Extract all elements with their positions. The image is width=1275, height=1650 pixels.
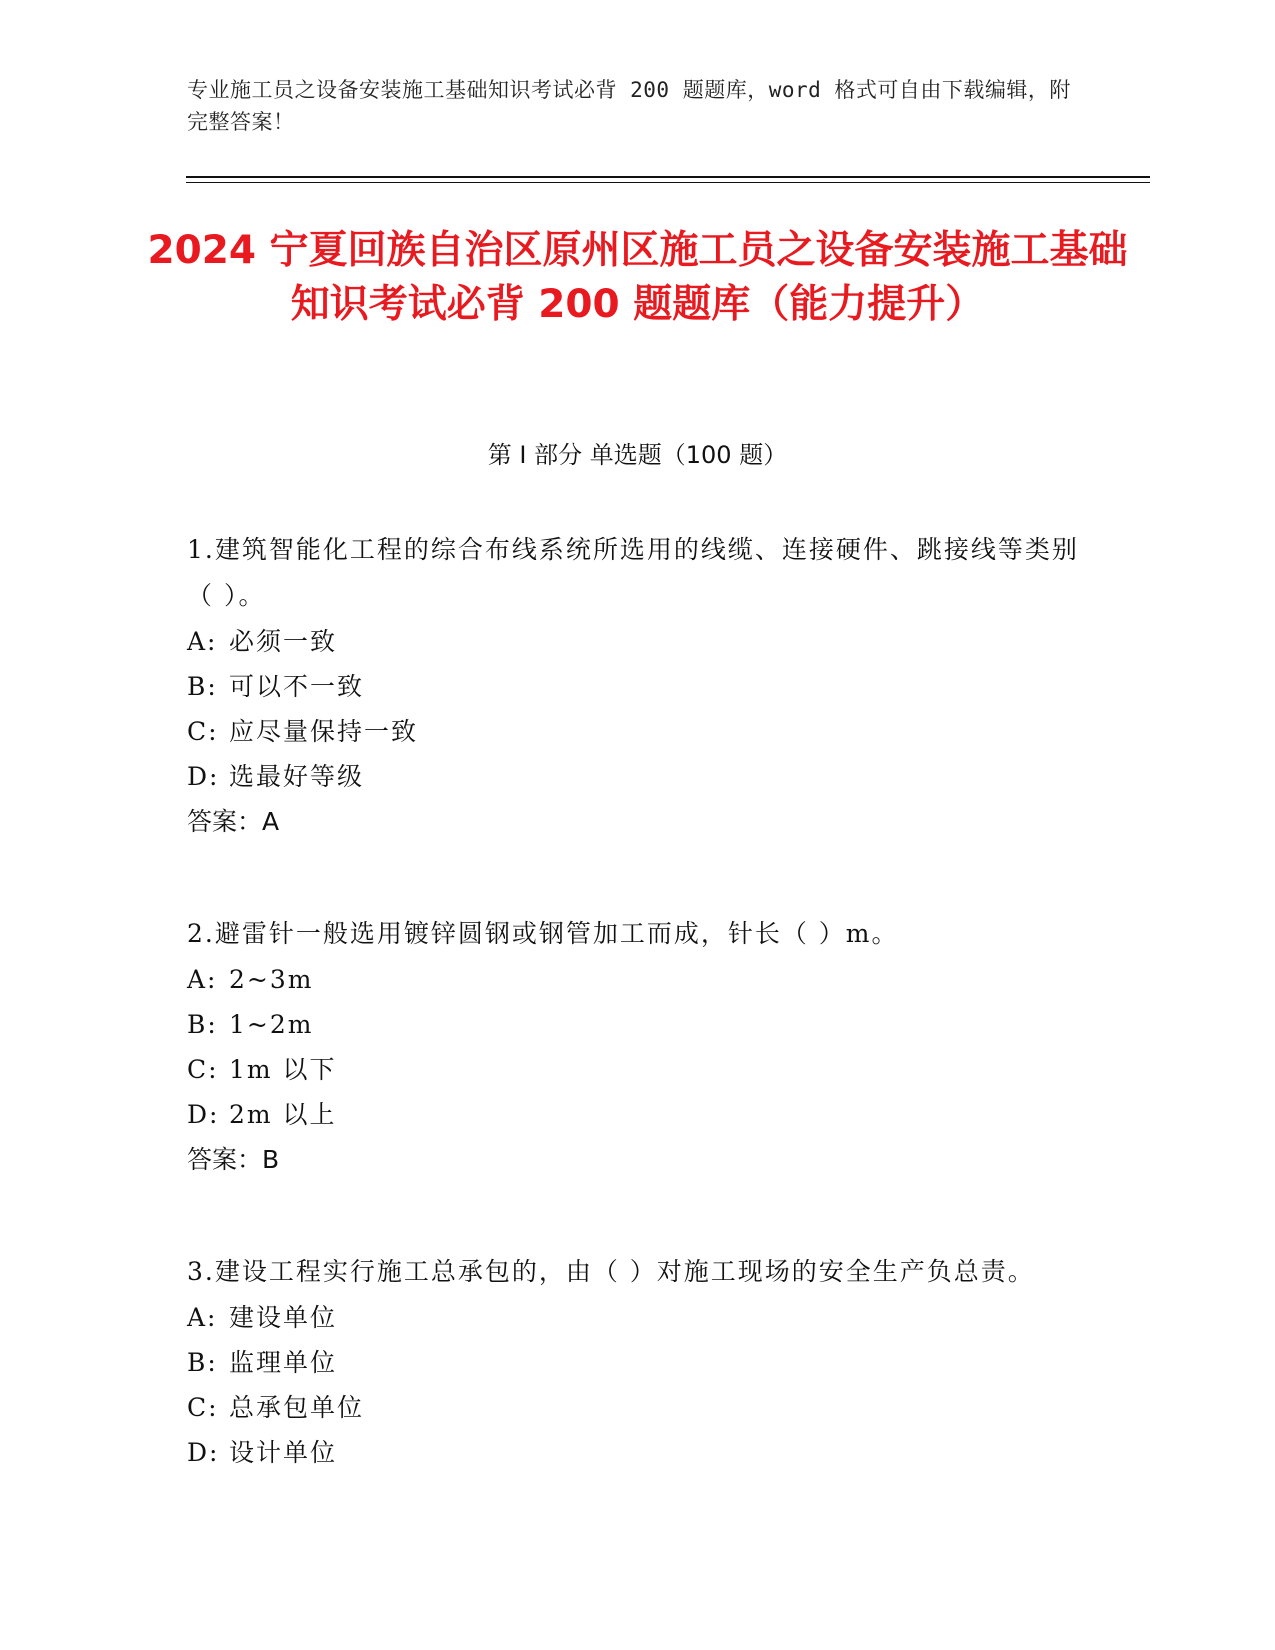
header-divider-thick	[186, 176, 1150, 178]
option-text: 可以不一致	[229, 672, 365, 701]
option-letter: D:	[187, 762, 220, 791]
option-text: 应尽量保持一致	[229, 717, 419, 746]
option-text: 选最好等级	[229, 762, 365, 791]
option-text: 建设单位	[229, 1303, 338, 1332]
option-text: 1~2m	[229, 1010, 314, 1039]
option-b	[187, 664, 1087, 709]
option-letter: B:	[187, 1348, 218, 1377]
option-text: 1m 以下	[229, 1055, 337, 1084]
option-text: 2~3m	[229, 965, 314, 994]
question-spacer	[187, 845, 1087, 911]
question-2	[187, 911, 1087, 1183]
option-d	[187, 754, 1087, 799]
option-c	[187, 1047, 1087, 1092]
question-spacer	[187, 1183, 1087, 1249]
question-stem: 3.建设工程实行施工总承包的，由（ ）对施工现场的安全生产负总责。	[187, 1257, 1035, 1286]
option-letter: B:	[187, 1010, 218, 1039]
option-a	[187, 957, 1087, 1002]
option-a	[187, 619, 1087, 664]
option-text: 总承包单位	[229, 1393, 365, 1422]
answer-line: 答案：B	[187, 1145, 280, 1174]
option-text: 设计单位	[229, 1438, 338, 1467]
option-text: 监理单位	[229, 1348, 338, 1377]
question-stem: 1.建筑智能化工程的综合布线系统所选用的线缆、连接硬件、跳接线等类别（ ）。	[187, 535, 1079, 610]
option-letter: A:	[187, 965, 218, 994]
option-letter: D:	[187, 1100, 220, 1129]
option-c	[187, 1385, 1087, 1430]
option-d	[187, 1430, 1087, 1475]
option-letter: C:	[187, 1393, 219, 1422]
option-letter: C:	[187, 717, 219, 746]
question-stem: 2.避雷针一般选用镀锌圆钢或钢管加工而成，针长（ ）m。	[187, 919, 899, 948]
section-heading: 第 I 部分 单选题（100 题）	[487, 441, 788, 469]
option-c	[187, 709, 1087, 754]
answer-line: 答案：A	[187, 807, 280, 836]
option-d	[187, 1092, 1087, 1137]
option-text: 2m 以上	[229, 1100, 337, 1129]
option-letter: A:	[187, 1303, 218, 1332]
question-list	[187, 527, 1087, 1475]
option-b	[187, 1340, 1087, 1385]
option-letter: B:	[187, 672, 218, 701]
question-3	[187, 1249, 1087, 1475]
option-text: 必须一致	[229, 627, 338, 656]
option-letter: D:	[187, 1438, 220, 1467]
option-a	[187, 1295, 1087, 1340]
option-b	[187, 1002, 1087, 1047]
header-note: 专业施工员之设备安装施工基础知识考试必背 200 题题库，word 格式可自由下载编辑，附完整答案！	[187, 78, 1071, 134]
document-title: 2024 宁夏回族自治区原州区施工员之设备安装施工基础知识考试必背 200 题题库（能力提升）	[147, 228, 1128, 327]
option-letter: C:	[187, 1055, 219, 1084]
option-letter: A:	[187, 627, 218, 656]
header-divider-thin	[186, 182, 1150, 183]
question-1	[187, 527, 1087, 845]
